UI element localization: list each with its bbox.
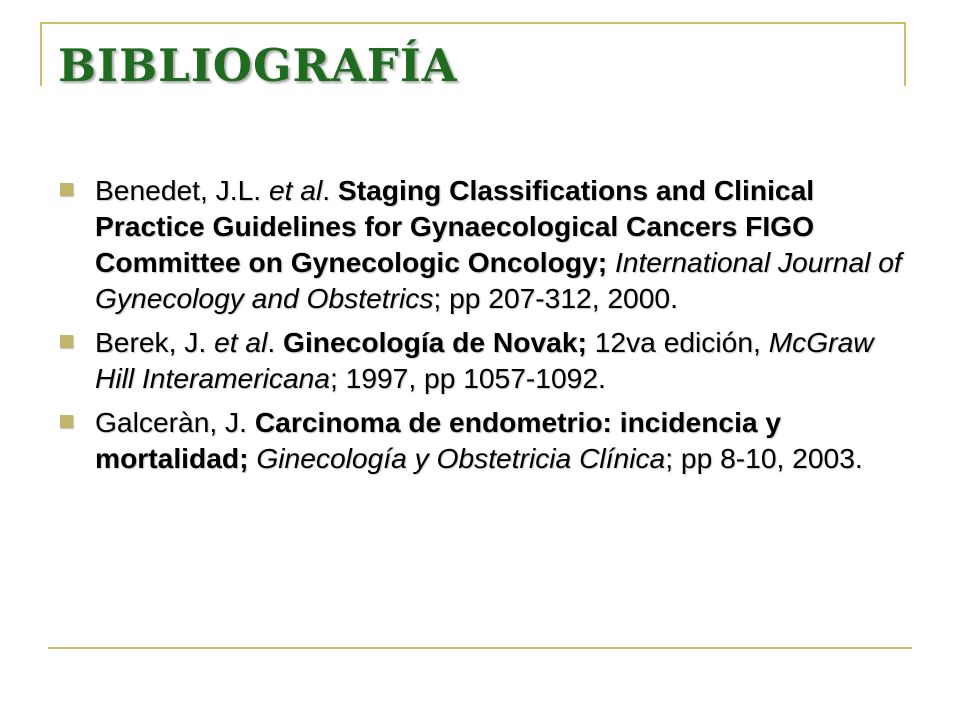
reference-details: ; pp 207-312, 2000.	[433, 282, 678, 314]
frame-bottom-line	[48, 647, 912, 649]
reference-details: ; 1997, pp 1057-1092.	[329, 362, 606, 394]
reference-list	[58, 172, 908, 484]
frame-right-line	[904, 22, 906, 86]
reference-authors: Benedet, J.L.	[95, 174, 262, 206]
reference-details: ; pp 8-10, 2003.	[665, 442, 863, 474]
reference-item	[58, 172, 908, 316]
square-bullet-icon	[60, 183, 73, 196]
reference-work-title: Staging Classifications and Clinical Practice Guidelines for Gynaecological Cancers FIGO Committee on Gynecologic Oncology;	[95, 174, 815, 278]
square-bullet-icon	[60, 335, 73, 348]
reference-item	[58, 404, 908, 476]
reference-separator	[607, 246, 615, 278]
reference-work-title: Ginecología de Novak;	[283, 326, 587, 358]
reference-et-al: et al	[214, 326, 268, 358]
frame-left-line	[40, 22, 42, 86]
reference-item	[58, 324, 908, 396]
reference-separator: .	[267, 326, 284, 358]
reference-et-al: et al	[268, 174, 323, 206]
reference-edition: 12va edición,	[586, 326, 769, 358]
slide-title: BIBLIOGRAFÍA	[58, 39, 458, 92]
reference-separator: .	[322, 174, 338, 206]
reference-journal: Ginecología y Obstetricia Clínica	[256, 442, 666, 474]
square-bullet-icon	[60, 415, 73, 428]
reference-authors: Berek, J.	[95, 326, 207, 358]
reference-publisher: McGraw Hill Interamericana	[95, 326, 874, 394]
reference-journal: International Journal of Gynecology and Obstetrics	[95, 246, 902, 314]
frame-top-line	[40, 22, 905, 24]
reference-authors: Galceràn, J.	[95, 406, 247, 438]
reference-work-title: Carcinoma de endometrio: incidencia y mortalidad;	[95, 406, 782, 474]
